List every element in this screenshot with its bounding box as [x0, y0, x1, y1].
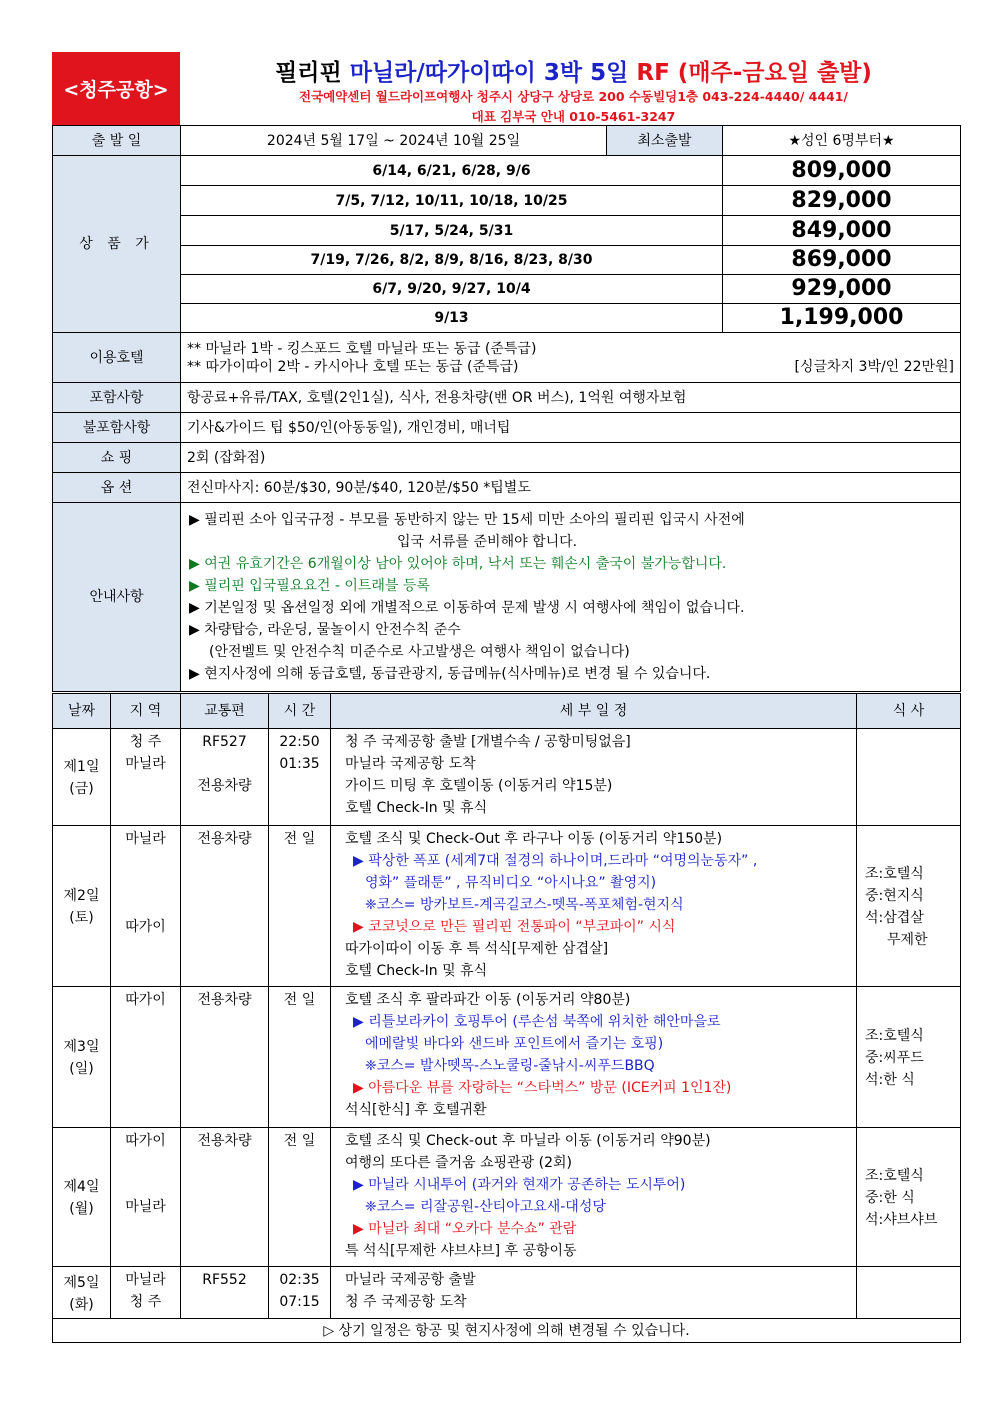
day-transport: RF552: [181, 1267, 269, 1319]
included-label: 포함사항: [53, 383, 181, 413]
price-dates: 7/5, 7/12, 10/11, 10/18, 10/25: [181, 186, 723, 216]
hotel-tagaytay: ** 따가이따이 2박 - 카시아나 호텔 또는 동급 (준특급): [187, 358, 519, 375]
title-main: 마닐라/따가이따이 3박 5일: [349, 60, 629, 86]
notice-list: [181, 503, 961, 692]
price-dates: 6/14, 6/21, 6/28, 9/6: [181, 156, 723, 186]
day-row: [53, 826, 961, 987]
notice-item: ▶ 현지사정에 의해 동급호텔, 동급관광지, 동급메뉴(식사메뉴)로 변경 될 수 있습니다.: [189, 666, 711, 682]
included-value: 항공료+유류/TAX, 호텔(2인1실), 식사, 전용차량(밴 OR 버스), 1억원 여행자보험: [181, 383, 961, 413]
day-date: 제1일 (금): [53, 729, 111, 826]
day-transport: RF527 전용차량: [181, 729, 269, 826]
day-region: 청 주 마닐라: [111, 729, 181, 826]
notice-label: 안내사항: [53, 503, 181, 692]
price-dates: 9/13: [181, 304, 723, 333]
min-depart-label: 최소출발: [607, 126, 723, 156]
notice-item: ▶ 필리핀 입국필요요건 - 이트래블 등록: [189, 578, 430, 594]
departure-label: 출 발 일: [53, 126, 181, 156]
hotel-tagaytay-row: [187, 358, 954, 376]
single-charge: [싱글차지 3박/인 22만원]: [794, 358, 954, 375]
col-date: 날짜: [53, 694, 111, 729]
excluded-label: 불포함사항: [53, 413, 181, 443]
day-row: [53, 729, 961, 826]
contact-info: 대표 김부국 안내 010-5461-3247: [471, 109, 676, 124]
shopping-label: 쇼 핑: [53, 443, 181, 473]
day-date: 제5일 (화): [53, 1267, 111, 1319]
hotel-manila: ** 마닐라 1박 - 킹스포드 호텔 마닐라 또는 동급 (준특급): [187, 340, 537, 357]
day-transport: 전용차량: [181, 987, 269, 1128]
notice-item: 입국 서류를 준비해야 합니다.: [397, 534, 578, 550]
agency-info: 전국예약센터 월드라이프여행사 청주시 상당구 상당로 200 수동빌딩1층 043-224-4440/ 4441/: [299, 89, 848, 104]
day-detail: 호텔 조식 및 Check-Out 후 라구나 이동 (이동거리 약150분) ▶ 팍상한 폭포 (세계7대 절경의 하나이며,드라마 “여명의눈동자” , 영화” 플래툰” , 뮤직비디오 “아시나요” 촬영지) ❈코스= 방카보트-계곡길코스-뗏목-폭포체험-현지식 ▶ 코코넛으로 만든 필리핀 전통파이 “부코파이” 시식 따가이따이 이동 후 특 석식[무제한 삼겹살] 호텔 Check-In 및 휴식: [331, 826, 857, 987]
min-depart-value: ★성인 6명부터★: [723, 126, 961, 156]
day-meal: [857, 1267, 961, 1319]
col-time: 시 간: [269, 694, 331, 729]
day-time: 전 일: [269, 987, 331, 1128]
day-detail: 호텔 조식 및 Check-out 후 마닐라 이동 (이동거리 약90분) 여행의 또다른 즐거움 쇼핑관광 (2회) ▶ 마닐라 시내투어 (과거와 현재가 공존하는 도시투어) ❈코스= 리잘공원-산티아고요새-대성당 ▶ 마닐라 최대 “오카다 분수쇼” 관람 특 석식[무제한 샤브샤브] 후 공항이동: [331, 1128, 857, 1267]
shopping-value: 2회 (잡화점): [181, 443, 961, 473]
notice-item: ▶ 여권 유효기간은 6개월이상 남아 있어야 하며, 낙서 또는 훼손시 출국이 불가능합니다.: [189, 556, 727, 572]
hotel-label: 이용호텔: [53, 333, 181, 383]
col-transport: 교통편: [181, 694, 269, 729]
day-time: 02:35 07:15: [269, 1267, 331, 1319]
day-meal: 조:호텔식 중:한 식 석:샤브샤브: [857, 1128, 961, 1267]
day-date: 제3일 (일): [53, 987, 111, 1128]
price-value: 849,000: [723, 216, 961, 246]
day-time: 전 일: [269, 826, 331, 987]
title-rf: RF (매주-금요일 출발): [636, 60, 872, 86]
day-time: 22:50 01:35: [269, 729, 331, 826]
tour-title: [187, 54, 960, 87]
col-region: 지 역: [111, 694, 181, 729]
departure-value: 2024년 5월 17일 ~ 2024년 10월 25일: [181, 126, 607, 156]
notice-item: ▶ 차량탑승, 라운딩, 물놀이시 안전수칙 준수: [189, 622, 461, 638]
day-meal: 조:호텔식 중:씨푸드 석:한 식: [857, 987, 961, 1128]
schedule-table: [52, 693, 961, 1343]
price-value: 929,000: [723, 275, 961, 304]
price-dates: 5/17, 5/24, 5/31: [181, 216, 723, 246]
price-value: 1,199,000: [723, 304, 961, 333]
day-region: 마닐라 따가이: [111, 826, 181, 987]
day-meal: 조:호텔식 중:현지식 석:삼겹살 무제한: [857, 826, 961, 987]
price-value: 829,000: [723, 186, 961, 216]
day-transport: 전용차량: [181, 1128, 269, 1267]
day-row: [53, 987, 961, 1128]
header: [52, 52, 960, 125]
col-detail: 세 부 일 정: [331, 694, 857, 729]
price-dates: 7/19, 7/26, 8/2, 8/9, 8/16, 8/23, 8/30: [181, 246, 723, 275]
day-detail: 마닐라 국제공항 출발 청 주 국제공항 도착: [331, 1267, 857, 1319]
day-detail: 호텔 조식 후 팔라파간 이동 (이동거리 약80분) ▶ 리틀보라카이 호핑투어 (루손섬 북쪽에 위치한 해안마을로 에메랄빛 바다와 샌드바 포인트에서 즐기는 호핑) ❈코스= 발사뗏목-스노쿨링-줄낚시-씨푸드BBQ ▶ 아름다운 뷰를 자랑하는 “스타벅스” 방문 (ICE커피 1인1잔) 석식[한식] 후 호텔귀환: [331, 987, 857, 1128]
title-country: 필리핀: [275, 60, 342, 86]
notice-item: ▶ 기본일정 및 옵션일정 외에 개별적으로 이동하여 문제 발생 시 여행사에 책임이 없습니다.: [189, 600, 745, 616]
day-region: 마닐라 청 주: [111, 1267, 181, 1319]
hotel-value: [181, 333, 961, 383]
col-meal: 식 사: [857, 694, 961, 729]
day-meal: [857, 729, 961, 826]
airport-badge: <청주공항>: [52, 52, 180, 125]
excluded-value: 기사&가이드 팁 $50/인(아동동일), 개인경비, 매너팁: [181, 413, 961, 443]
notice-item: ▶ 필리핀 소아 입국규정 - 부모를 동반하지 않는 만 15세 미만 소아의 필리핀 입국시 사전에: [189, 512, 745, 528]
price-label: 상 품 가: [53, 156, 181, 333]
day-time: 전 일: [269, 1128, 331, 1267]
price-value: 809,000: [723, 156, 961, 186]
day-region: 따가이 마닐라: [111, 1128, 181, 1267]
footer-note: ▷ 상기 일정은 항공 및 현지사정에 의해 변경될 수 있습니다.: [53, 1319, 961, 1343]
notice-item: (안전벨트 및 안전수칙 미준수로 사고발생은 여행사 책임이 없습니다): [209, 644, 630, 660]
day-date: 제4일 (월): [53, 1128, 111, 1267]
day-row: [53, 1128, 961, 1267]
price-value: 869,000: [723, 246, 961, 275]
day-transport: 전용차량: [181, 826, 269, 987]
info-table: [52, 125, 961, 692]
day-region: 따가이: [111, 987, 181, 1128]
day-date: 제2일 (토): [53, 826, 111, 987]
day-detail: 청 주 국제공항 출발 [개별수속 / 공항미팅없음] 마닐라 국제공항 도착 가이드 미팅 후 호텔이동 (이동거리 약15분) 호텔 Check-In 및 휴식: [331, 729, 857, 826]
price-dates: 6/7, 9/20, 9/27, 10/4: [181, 275, 723, 304]
day-row: [53, 1267, 961, 1319]
option-label: 옵 션: [53, 473, 181, 503]
option-value: 전신마사지: 60분/$30, 90분/$40, 120분/$50 *팁별도: [181, 473, 961, 503]
